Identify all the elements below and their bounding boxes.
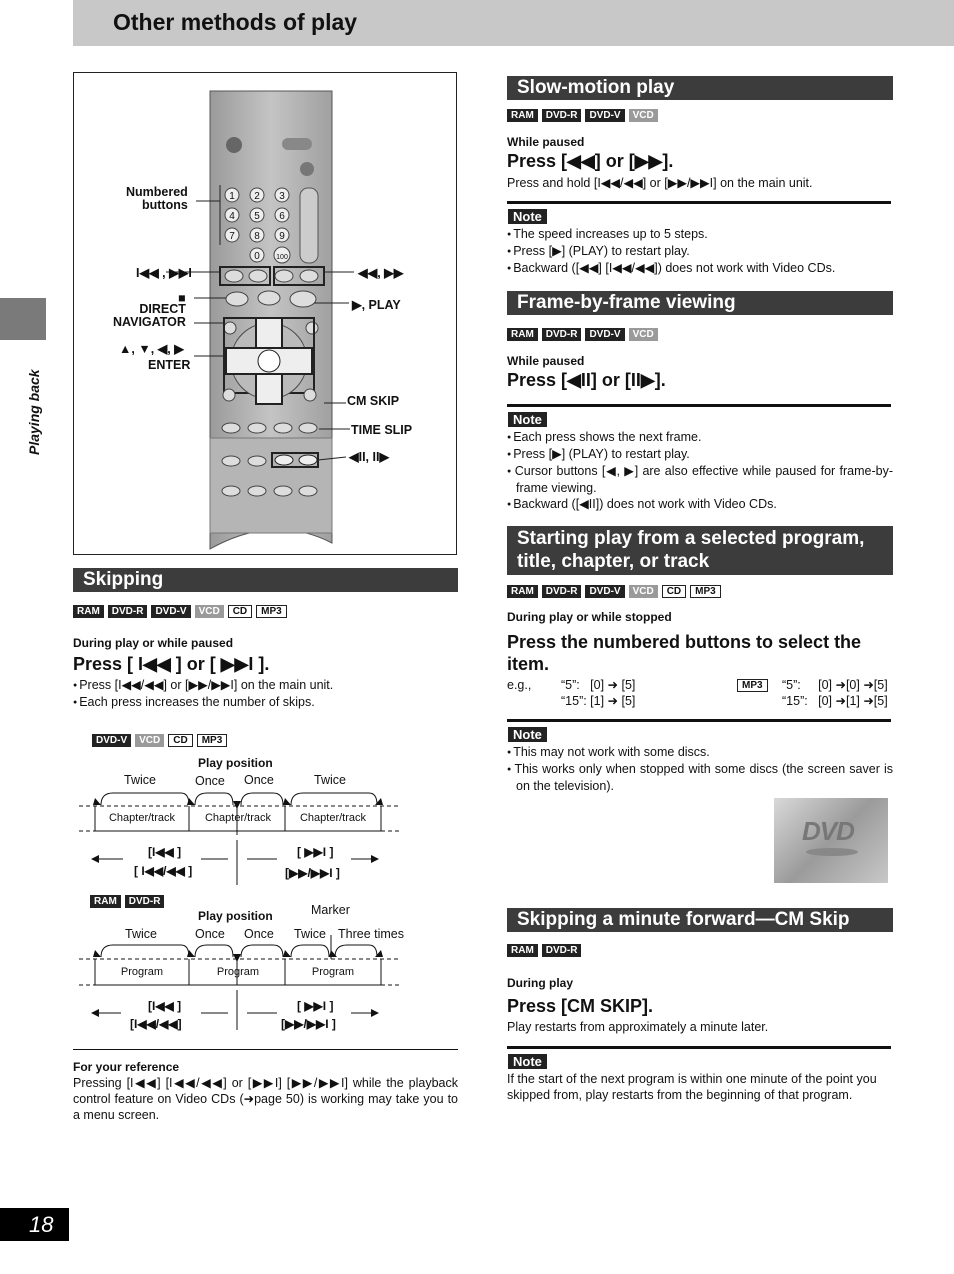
cmskip-sub: Play restarts from approximately a minute later. — [507, 1020, 769, 1034]
dvd-logo-disc — [806, 848, 858, 856]
diagram1-segment: Chapter/track — [108, 812, 176, 824]
badge-dvd-r: DVD-R — [542, 585, 582, 598]
diagram2-count: Twice — [294, 927, 326, 941]
label-numbered-buttons: Numbered buttons — [126, 185, 188, 212]
badge-vcd: VCD — [195, 605, 224, 618]
svg-text:4: 4 — [229, 211, 235, 222]
badge-ram: RAM — [507, 944, 538, 957]
frame-press: Press [◀II] or [II▶]. — [507, 370, 666, 390]
list-item: ● Press [I◀◀/◀◀] or [▶▶/▶▶I] on the main unit. — [73, 677, 458, 694]
badge-mp3: MP3 — [737, 679, 768, 692]
diagram2-left-btn: [I◀◀/◀◀] — [130, 1017, 182, 1031]
badge-ram: RAM — [90, 895, 121, 908]
badge-mp3: MP3 — [197, 734, 228, 747]
diagram1-left-btn: [I◀◀ ] — [148, 845, 182, 859]
skipping-bullets — [73, 677, 458, 711]
badge-mp3: MP3 — [256, 605, 287, 618]
label-cm-skip: CM SKIP — [347, 394, 400, 408]
frame-heading: Frame-by-frame viewing — [507, 291, 893, 315]
list-item: ● This works only when stopped with some discs (the screen saver is on the television). — [507, 761, 893, 794]
diagram1-count: Twice — [314, 773, 346, 787]
badge-dvd-r: DVD-R — [542, 944, 582, 957]
svg-text:1: 1 — [229, 191, 235, 202]
diagram2-left-btn: [I◀◀ ] — [148, 999, 182, 1013]
diagram2-count: Once — [244, 927, 274, 941]
label-enter: ENTER — [148, 358, 191, 372]
badge-cd: CD — [228, 605, 252, 618]
label-cursor: ▲, ▼, ◀, ▶ — [119, 342, 184, 356]
badge-ram: RAM — [507, 328, 538, 341]
diagram1-segment: Chapter/track — [204, 812, 272, 824]
frame-notes — [507, 429, 893, 513]
label-frame: ◀II, II▶ — [349, 450, 390, 464]
example-line: “5”: [0] ➜[0] ➜[5] — [782, 678, 888, 692]
cmskip-heading: Skipping a minute forward—CM Skip — [507, 908, 893, 932]
cmskip-condition: During play — [507, 976, 574, 990]
diagram2-play-position: Play position — [198, 909, 273, 923]
diagram2-right-btn: [▶▶/▶▶I ] — [281, 1017, 336, 1031]
diagram1-play-position: Play position — [198, 756, 273, 770]
diagram2-count: Three times — [338, 927, 404, 941]
slow-sub: Press and hold [I◀◀/◀◀] or [▶▶/▶▶I] on the main unit. — [507, 176, 813, 190]
diagram1-count: Once — [244, 773, 274, 787]
diagram1-segment: Chapter/track — [299, 812, 367, 824]
skipping-press: Press [ I◀◀ ] or [ ▶▶I ]. — [73, 654, 270, 674]
list-item: ● Each press increases the number of skips. — [73, 694, 458, 711]
cmskip-press: Press [CM SKIP]. — [507, 996, 654, 1016]
skipping-badges — [73, 605, 287, 618]
label-stop: ■ — [178, 291, 186, 305]
list-item: ● Press [▶] (PLAY) to restart play. — [507, 243, 893, 260]
badge-vcd: VCD — [629, 585, 658, 598]
badge-ram: RAM — [507, 109, 538, 122]
badge-dvd-v: DVD-V — [585, 328, 624, 341]
diagram2-count: Once — [195, 927, 225, 941]
slow-press: Press [◀◀] or [▶▶]. — [507, 151, 674, 171]
label-play: ▶, PLAY — [352, 298, 401, 312]
svg-text:2: 2 — [254, 191, 260, 202]
diagram2-badges — [90, 895, 164, 908]
badge-dvd-v: DVD-V — [585, 109, 624, 122]
frame-condition: While paused — [507, 354, 585, 368]
note-label: Note — [508, 1054, 547, 1069]
starting-condition: During play or while stopped — [507, 610, 672, 624]
diagram2-segment: Program — [311, 966, 355, 978]
starting-press: Press the numbered buttons to select the item. — [507, 632, 862, 674]
dvd-logo-text: DVD — [802, 816, 854, 846]
diagram2-count: Twice — [125, 927, 157, 941]
page-title: Other methods of play — [113, 9, 358, 35]
frame-badges — [507, 328, 658, 341]
diagram1-badges — [92, 734, 227, 747]
badge-ram: RAM — [73, 605, 104, 618]
badge-dvd-r: DVD-R — [125, 895, 165, 908]
badge-dvd-v: DVD-V — [585, 585, 624, 598]
divider — [507, 1046, 891, 1049]
divider — [507, 404, 891, 407]
badge-dvd-v: DVD-V — [92, 734, 131, 747]
slow-condition: While paused — [507, 135, 585, 149]
list-item: ● Cursor buttons [◀, ▶] are also effective while paused for frame-by-frame viewing. — [507, 463, 893, 496]
svg-text:100: 100 — [276, 254, 288, 261]
example-line: “5”: [0] ➜ [5] — [561, 678, 636, 692]
dvd-screensaver-image — [774, 798, 888, 883]
list-item: ● This may not work with some discs. — [507, 744, 893, 761]
svg-text:3: 3 — [279, 191, 285, 202]
list-item: ● Backward ([◀II]) does not work with Video CDs. — [507, 496, 893, 513]
side-tab-label: Playing back — [26, 369, 42, 455]
reference-title: For your reference — [73, 1060, 180, 1074]
diagram1-right-btn: [▶▶/▶▶I ] — [285, 866, 340, 880]
badge-ram: RAM — [507, 585, 538, 598]
badge-mp3: MP3 — [690, 585, 721, 598]
divider — [507, 719, 891, 722]
skipping-heading: Skipping — [73, 568, 458, 592]
label-skip: I◀◀ , ▶▶I — [136, 266, 192, 280]
page-number: 18 — [0, 1208, 69, 1241]
slow-heading: Slow-motion play — [507, 76, 893, 100]
list-item: ● Press [▶] (PLAY) to restart play. — [507, 446, 893, 463]
label-time-slip: TIME SLIP — [351, 423, 413, 437]
badge-cd: CD — [168, 734, 192, 747]
cmskip-note-text: If the start of the next program is within one minute of the point you skipped from, play restarts from the beginning of that program. — [507, 1072, 877, 1102]
svg-text:0: 0 — [254, 251, 260, 262]
svg-text:7: 7 — [229, 231, 235, 242]
remote-figure — [73, 72, 457, 555]
example-line: “15”: [0] ➜[1] ➜[5] — [782, 694, 888, 708]
diagram2-segment: Program — [120, 966, 164, 978]
diagram1-count: Twice — [124, 773, 156, 787]
note-label: Note — [508, 209, 547, 224]
label-search: ◀◀, ▶▶ — [358, 266, 404, 280]
diagram2-segment: Program — [216, 966, 260, 978]
list-item: ● Each press shows the next frame. — [507, 429, 893, 446]
badge-cd: CD — [662, 585, 686, 598]
cmskip-badges — [507, 944, 581, 957]
badge-dvd-r: DVD-R — [542, 328, 582, 341]
svg-text:6: 6 — [279, 211, 285, 222]
starting-badges — [507, 585, 721, 598]
starting-heading: Starting play from a selected program, title, chapter, or track — [507, 526, 893, 575]
diagram1-left-btn: [ I◀◀/◀◀ ] — [134, 864, 193, 878]
skipping-condition: During play or while paused — [73, 636, 234, 650]
diagram2-right-btn: [ ▶▶I ] — [297, 999, 334, 1013]
svg-text:5: 5 — [254, 211, 260, 222]
divider — [73, 1049, 458, 1050]
diagram1-count: Once — [195, 774, 225, 788]
diagram1-lines — [73, 785, 458, 895]
diagram2-marker: Marker — [311, 903, 350, 917]
note-label: Note — [508, 412, 547, 427]
slow-badges — [507, 109, 658, 122]
badge-vcd: VCD — [629, 109, 658, 122]
svg-text:8: 8 — [254, 231, 260, 242]
example-label: e.g., — [507, 678, 532, 692]
side-tab-marker — [0, 298, 46, 340]
page-header — [73, 0, 954, 46]
list-item: ● The speed increases up to 5 steps. — [507, 226, 893, 243]
example-line: “15”: [1] ➜ [5] — [561, 694, 636, 708]
label-direct-navigator: DIRECT NAVIGATOR — [113, 302, 186, 329]
divider — [507, 201, 891, 204]
badge-vcd: VCD — [135, 734, 164, 747]
badge-vcd: VCD — [629, 328, 658, 341]
slow-notes — [507, 226, 893, 277]
list-item: ● Backward ([◀◀] [I◀◀/◀◀]) does not work with Video CDs. — [507, 260, 893, 277]
badge-dvd-v: DVD-V — [151, 605, 190, 618]
badge-dvd-r: DVD-R — [108, 605, 148, 618]
diagram1-right-btn: [ ▶▶I ] — [297, 845, 334, 859]
badge-dvd-r: DVD-R — [542, 109, 582, 122]
note-label: Note — [508, 727, 547, 742]
svg-text:9: 9 — [279, 231, 285, 242]
starting-notes — [507, 744, 893, 794]
reference-text: Pressing [I◀◀] [I◀◀/◀◀] or [▶▶I] [▶▶/▶▶I] while the playback control feature on Video CDs (➜page 50) is working may take you to a menu screen. — [73, 1076, 458, 1122]
